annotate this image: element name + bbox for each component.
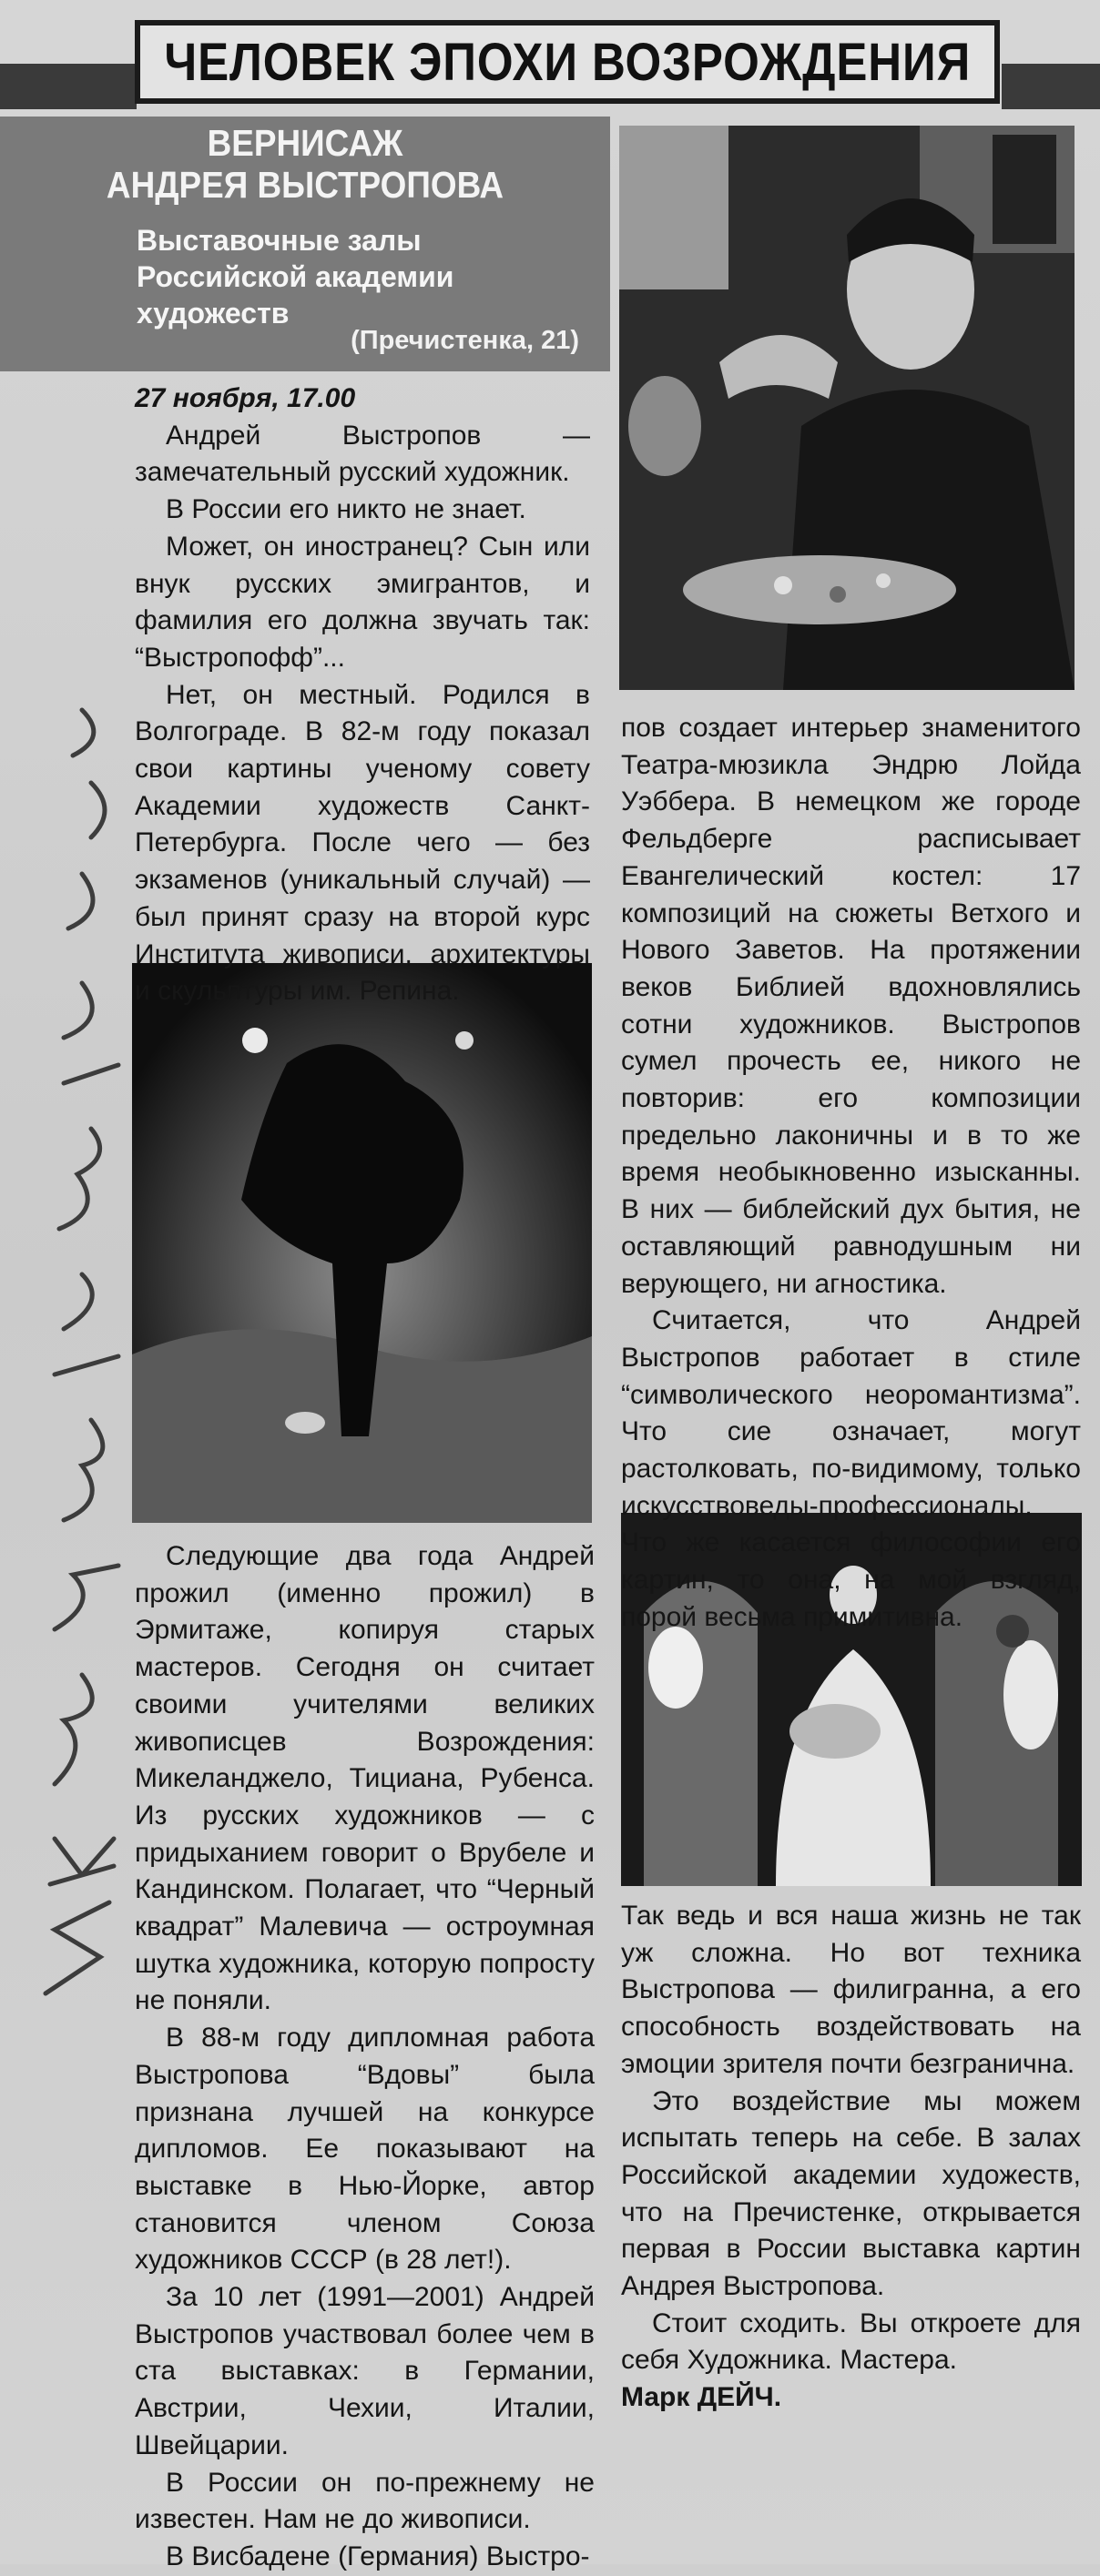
column-right-bottom	[621, 1898, 1081, 2417]
column-left-bottom	[135, 1538, 595, 2576]
paragraph: За 10 лет (1991—2001) Андрей Выстропов участвовал более чем в ста выставках: в Германии, Австрии, Чехии, Италии, Швейцарии.	[135, 2282, 595, 2460]
exhibition-info-block	[0, 117, 610, 371]
paragraph: Андрей Выстропов — замечательный русский художник.	[135, 420, 590, 488]
painting-dark-figure	[132, 963, 592, 1523]
author-signature: Марк ДЕЙЧ.	[621, 2382, 782, 2413]
info-address: (Пречистенка, 21)	[351, 326, 579, 355]
paragraph: пов создает интерьер знаменитого Театра-мюзикла Эндрю Лойда Уэббера. В немецком же городе Фельдберге расписывает Евангелический костел: 17 композиций на сюжеты Ветхого и Нового Заветов. На протяжении веков Библией вдохновлялись сотни художников. Выстропов сумел прочесть ее, никого не повторив: его композиции предельно лаконичны и в то же время необыкновенно изысканны. В них — библейский дух бытия, не оставляющий равнодушным ни верующего, ни агностика.	[621, 713, 1081, 1299]
paragraph: Так ведь и вся наша жизнь не так уж сложна. Но вот техника Выстропова — филигранна, а его способность воздействовать на эмоции зрителя почти безгранична.	[621, 1901, 1081, 2079]
paragraph: Стоит сходить. Вы откроете для себя Художника. Мастера.	[621, 2307, 1081, 2376]
banner-right-bar	[1002, 64, 1100, 109]
column-left-top	[135, 380, 590, 1010]
paragraph: Это воздействие мы можем испытать теперь на себе. В залах Российской академии художеств, что на Пречистенке, открывается первая в России выставка картин Андрея Выстропова.	[621, 2085, 1081, 2302]
artist-portrait-photo	[619, 126, 1075, 690]
paragraph: Может, он иностранец? Сын или внук русских эмигрантов, и фамилия его должна звучать так: “Выстропофф”...	[135, 531, 590, 673]
paragraph: В 88-м году дипломная работа Выстропова “Вдовы” была признана лучшей на конкурсе дипломов. Ее показывают на выставке в Нью-Йорке, автор становится членом Союза художников СССР (в 28 лет!).	[135, 2023, 595, 2276]
info-venue: Выставочные залы Российской академии художеств	[137, 224, 454, 330]
column-right-top	[621, 710, 1081, 1637]
paragraph: В Висбадене (Германия) Выстро-	[166, 2541, 590, 2571]
paragraph: В России его никто не знает.	[166, 494, 526, 525]
event-date: 27 ноября, 17.00	[135, 383, 356, 413]
paragraph: Нет, он местный. Родился в Волгограде. В 82-м году показал свои картины ученому совету Академии художеств Санкт-Петербурга. После чего — без экзаменов (уникальный случай) — был принят сразу на второй курс Института живописи, архитектуры и скульптуры им. Репина.	[135, 679, 590, 1007]
banner-left-bar	[0, 64, 137, 109]
info-heading-2: АНДРЕЯ ВЫСТРОПОВА	[106, 164, 504, 206]
paragraph: Считается, что Андрей Выстропов работает в стиле “символического неоромантизма”. Что сие означает, могут растолковать, по-видимому, только искусствоведы-профессионалы. Что же касается философии его картин, то она, на мой взгляд, порой весьма примитивна.	[621, 1305, 1081, 1632]
headline: ЧЕЛОВЕК ЭПОХИ ВОЗРОЖДЕНИЯ	[164, 32, 971, 92]
handwritten-source-note	[27, 701, 146, 2012]
paragraph: Следующие два года Андрей прожил (именно прожил) в Эрмитаже, копируя старых мастеров. Сегодня он считает своими учителями великих живописцев Возрождения: Микеланджело, Тициана, Рубенса. Из русских художников — с придыханием говорит о Врубеле и Кандинском. Полагает, что “Черный квадрат” Малевича — остроумная шутка художника, которую попросту не поняли.	[135, 1541, 595, 2016]
paragraph: В России он по-прежнему не известен. Нам не до живописи.	[135, 2467, 595, 2535]
headline-box	[135, 20, 1000, 104]
info-heading-1: ВЕРНИСАЖ	[207, 122, 403, 164]
